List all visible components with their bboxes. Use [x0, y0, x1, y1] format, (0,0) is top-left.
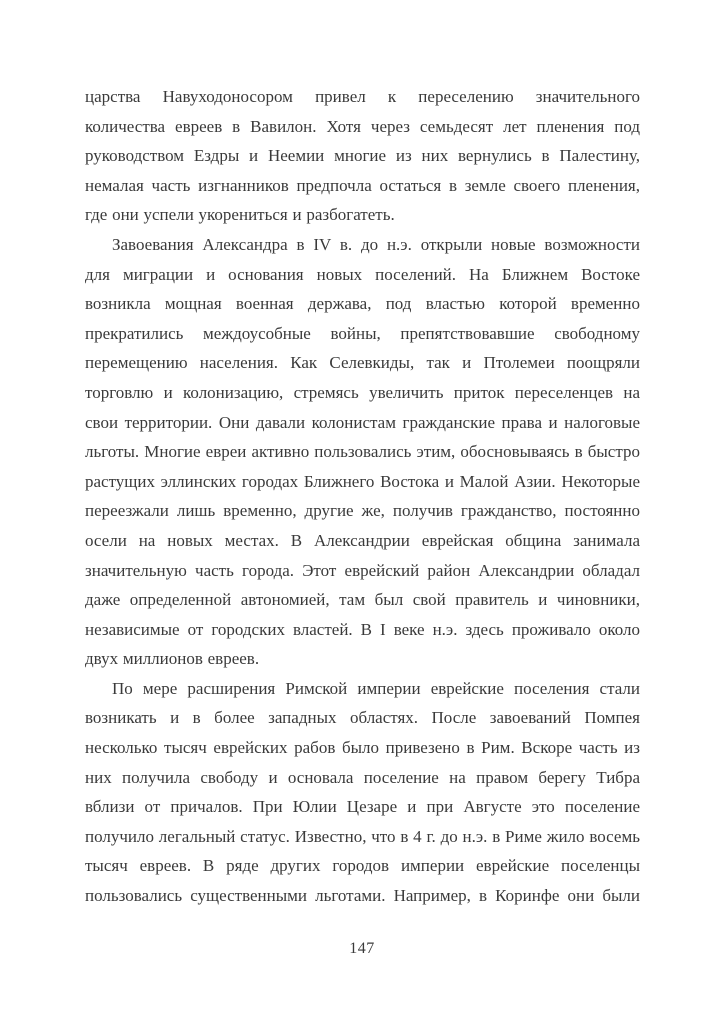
text-line: для миграции и основания новых поселений. На Ближнем Востоке	[85, 264, 640, 284]
text-line: По мере расширения Римской империи еврейские поселения стали	[112, 678, 640, 698]
text-line: возникла мощная военная держава, под властью которой временно	[85, 294, 640, 314]
text-line: несколько тысяч еврейских рабов было привезено в Рим. Вскоре часть из	[85, 738, 640, 758]
paragraph	[85, 230, 640, 674]
text-line: значительную часть города. Этот еврейский район Александрии обладал	[85, 560, 640, 580]
text-line: льготы. Многие евреи активно пользовались этим, обосновываясь в быстро	[85, 442, 640, 462]
text-line: Завоевания Александра в IV в. до н.э. открыли новые возможности	[112, 234, 640, 254]
text-line: них получила свободу и основала поселение на правом берегу Тибра	[85, 767, 640, 787]
text-line: прекратились междоусобные войны, препятствовавшие свободному	[85, 323, 640, 343]
text-line: двух миллионов евреев.	[85, 649, 260, 669]
page-text-block	[85, 82, 640, 911]
text-line: тысяч евреев. В ряде других городов империи еврейские поселенцы	[85, 856, 640, 876]
text-line: свои территории. Они давали колонистам гражданские права и налоговые	[85, 412, 640, 432]
paragraph	[85, 82, 640, 230]
text-line: немалая часть изгнанников предпочла остаться в земле своего пленения,	[85, 175, 640, 195]
text-line: пользовались существенными льготами. Например, в Коринфе они были	[85, 886, 640, 906]
text-line: перемещению населения. Как Селевкиды, так и Птолемеи поощряли	[85, 353, 640, 373]
text-line: количества евреев в Вавилон. Хотя через семьдесят лет пленения под	[85, 116, 640, 136]
page-footer	[0, 938, 724, 960]
text-line: даже определенной автономией, там был свой правитель и чиновники,	[85, 590, 640, 610]
text-line: растущих эллинских городах Ближнего Востока и Малой Азии. Некоторые	[85, 471, 640, 491]
text-line: независимые от городских властей. В I веке н.э. здесь проживало около	[85, 619, 640, 639]
text-line: царства Навуходоносором привел к переселению значительного	[85, 87, 640, 106]
text-line: получило легальный статус. Известно, что в 4 г. до н.э. в Риме жило восемь	[85, 826, 640, 846]
text-line: вблизи от причалов. При Юлии Цезаре и при Августе это поселение	[85, 797, 640, 817]
paragraph	[85, 674, 640, 911]
text-line: торговлю и колонизацию, стремясь увеличить приток переселенцев на	[85, 382, 640, 402]
text-line: осели на новых местах. В Александрии еврейская община занимала	[85, 530, 640, 550]
text-line: где они успели укорениться и разбогатеть.	[85, 205, 395, 225]
text-line: руководством Ездры и Неемии многие из них вернулись в Палестину,	[85, 146, 640, 166]
page-number: 147	[349, 940, 375, 957]
text-line: переезжали лишь временно, другие же, получив гражданство, постоянно	[85, 501, 640, 521]
text-line: возникать и в более западных областях. После завоеваний Помпея	[85, 708, 640, 728]
